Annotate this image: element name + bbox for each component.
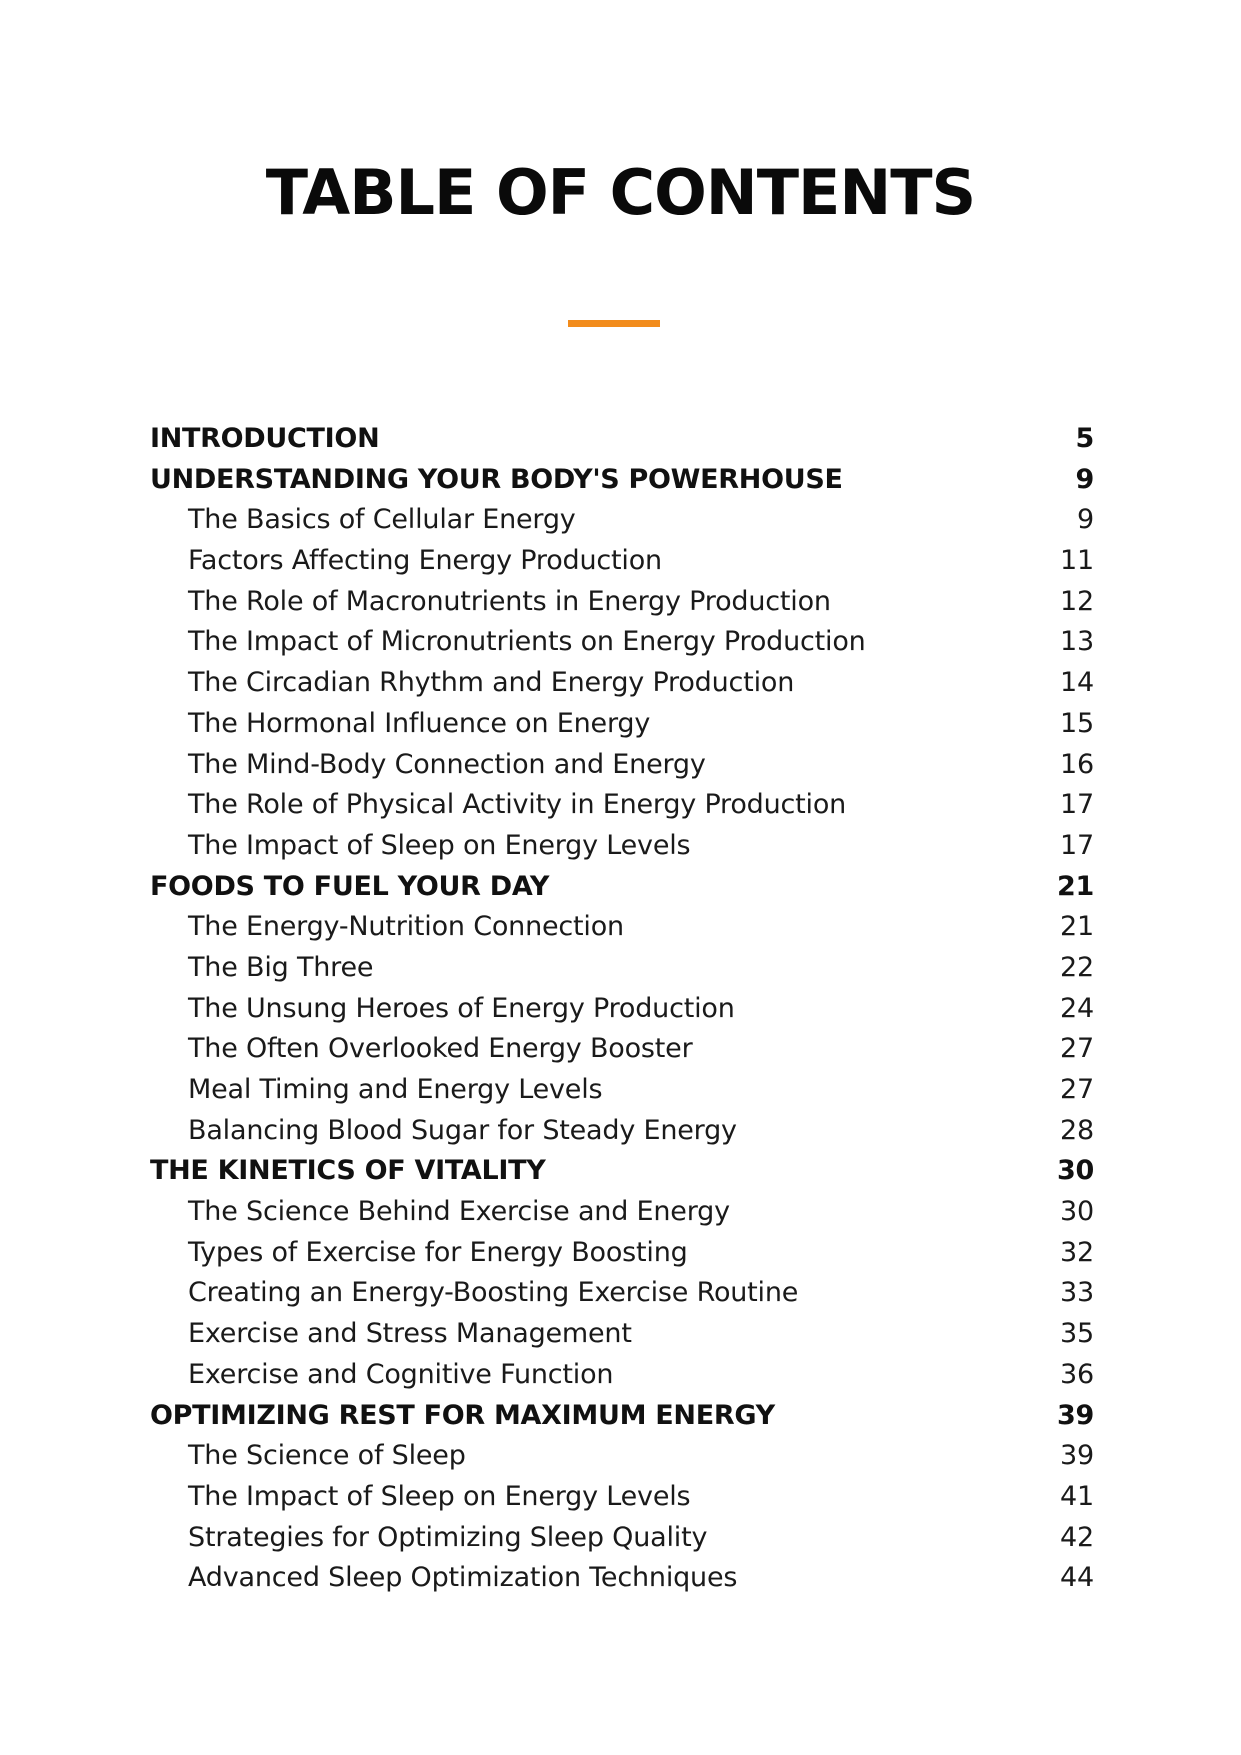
toc-page-number: 36 (1060, 1358, 1094, 1390)
toc-entry-label: Factors Affecting Energy Production (188, 545, 662, 577)
toc-section-entry[interactable] (150, 826, 1094, 867)
toc-section-entry[interactable] (150, 1111, 1094, 1152)
toc-section-entry[interactable] (150, 582, 1094, 623)
toc-entry-label: Exercise and Stress Management (188, 1318, 632, 1350)
toc-entry-label: The Basics of Cellular Energy (188, 504, 576, 536)
toc-page-number: 21 (1057, 870, 1094, 902)
toc-section-entry[interactable] (150, 948, 1094, 989)
toc-page-number: 27 (1060, 1033, 1094, 1065)
toc-section-entry[interactable] (150, 704, 1094, 745)
toc-page-number: 35 (1060, 1318, 1094, 1350)
toc-page-number: 39 (1057, 1399, 1094, 1431)
toc-entry-label: THE KINETICS OF VITALITY (150, 1155, 546, 1187)
toc-section-entry[interactable] (150, 1070, 1094, 1111)
toc-page-number: 32 (1060, 1236, 1094, 1268)
toc-page-number: 16 (1060, 748, 1094, 780)
toc-page-number: 44 (1060, 1562, 1094, 1594)
toc-entry-label: UNDERSTANDING YOUR BODY'S POWERHOUSE (150, 463, 843, 495)
toc-page-number: 9 (1075, 463, 1094, 495)
toc-chapter-entry[interactable] (150, 1151, 1094, 1192)
toc-section-entry[interactable] (150, 1436, 1094, 1477)
toc-section-entry[interactable] (150, 1233, 1094, 1274)
toc-entry-label: The Impact of Sleep on Energy Levels (188, 829, 691, 861)
title-accent-bar (568, 320, 660, 327)
toc-section-entry[interactable] (150, 785, 1094, 826)
toc-section-entry[interactable] (150, 1273, 1094, 1314)
toc-entry-label: The Science of Sleep (188, 1440, 466, 1472)
toc-page-number: 33 (1060, 1277, 1094, 1309)
toc-page-number: 41 (1060, 1480, 1094, 1512)
toc-entry-label: Advanced Sleep Optimization Techniques (188, 1562, 738, 1594)
toc-section-entry[interactable] (150, 1314, 1094, 1355)
toc-section-entry[interactable] (150, 1518, 1094, 1559)
toc-entry-label: The Unsung Heroes of Energy Production (188, 992, 735, 1024)
toc-entry-label: Types of Exercise for Energy Boosting (188, 1236, 688, 1268)
toc-entry-label: Balancing Blood Sugar for Steady Energy (188, 1114, 737, 1146)
toc-section-entry[interactable] (150, 1558, 1094, 1599)
toc-section-entry[interactable] (150, 541, 1094, 582)
toc-page-number: 13 (1060, 626, 1094, 658)
toc-page-number: 24 (1060, 992, 1094, 1024)
toc-chapter-entry[interactable] (150, 460, 1094, 501)
toc-page-number: 27 (1060, 1074, 1094, 1105)
toc-entry-label: The Big Three (188, 951, 374, 983)
toc-section-entry[interactable] (150, 622, 1094, 663)
toc-entry-label: The Often Overlooked Energy Booster (188, 1033, 693, 1065)
toc-entry-label: Meal Timing and Energy Levels (188, 1074, 603, 1105)
toc-entry-label: The Impact of Micronutrients on Energy Production (188, 626, 866, 658)
toc-entry-label: The Role of Macronutrients in Energy Production (188, 585, 831, 617)
toc-entry-label: Strategies for Optimizing Sleep Quality (188, 1521, 708, 1553)
page-title: TABLE OF CONTENTS (265, 156, 976, 229)
toc-entry-label: The Science Behind Exercise and Energy (188, 1196, 730, 1228)
toc-page-number: 28 (1060, 1114, 1094, 1146)
toc-section-entry[interactable] (150, 1355, 1094, 1396)
toc-page-number: 9 (1077, 504, 1094, 536)
toc-page-number: 30 (1057, 1155, 1094, 1187)
toc-entry-label: The Mind-Body Connection and Energy (188, 748, 706, 780)
toc-entry-label: The Energy-Nutrition Connection (188, 911, 624, 943)
toc-entry-label: The Hormonal Influence on Energy (188, 707, 651, 739)
toc-chapter-entry[interactable] (150, 867, 1094, 908)
toc-page-number: 30 (1060, 1196, 1094, 1228)
toc-entry-label: Creating an Energy-Boosting Exercise Routine (188, 1277, 799, 1309)
toc-page-number: 17 (1060, 829, 1094, 861)
toc-entry-label: The Circadian Rhythm and Energy Production (188, 667, 795, 699)
toc-page-number: 21 (1060, 911, 1094, 943)
toc-section-entry[interactable] (150, 989, 1094, 1030)
toc-entry-label: The Role of Physical Activity in Energy Production (188, 789, 847, 821)
toc-entry-label: OPTIMIZING REST FOR MAXIMUM ENERGY (150, 1399, 775, 1431)
toc-entry-label: Exercise and Cognitive Function (188, 1358, 614, 1390)
toc-page-number: 22 (1060, 951, 1094, 983)
toc-page-number: 15 (1060, 707, 1094, 739)
table-of-contents (150, 419, 1094, 1599)
toc-page-number: 39 (1060, 1440, 1094, 1472)
toc-section-entry[interactable] (150, 1029, 1094, 1070)
toc-page-number: 11 (1060, 545, 1094, 577)
toc-page-number: 12 (1060, 585, 1094, 617)
toc-page-number: 14 (1060, 667, 1094, 699)
toc-page-number: 42 (1060, 1521, 1094, 1553)
toc-page-number: 17 (1060, 789, 1094, 821)
toc-section-entry[interactable] (150, 500, 1094, 541)
toc-section-entry[interactable] (150, 1477, 1094, 1518)
toc-entry-label: INTRODUCTION (150, 423, 380, 454)
toc-section-entry[interactable] (150, 907, 1094, 948)
toc-section-entry[interactable] (150, 663, 1094, 704)
toc-section-entry[interactable] (150, 745, 1094, 786)
toc-page-number: 5 (1075, 423, 1094, 454)
toc-entry-label: FOODS TO FUEL YOUR DAY (150, 870, 550, 902)
toc-chapter-entry[interactable] (150, 1396, 1094, 1437)
toc-section-entry[interactable] (150, 1192, 1094, 1233)
toc-entry-label: The Impact of Sleep on Energy Levels (188, 1480, 691, 1512)
toc-chapter-entry[interactable] (150, 419, 1094, 460)
